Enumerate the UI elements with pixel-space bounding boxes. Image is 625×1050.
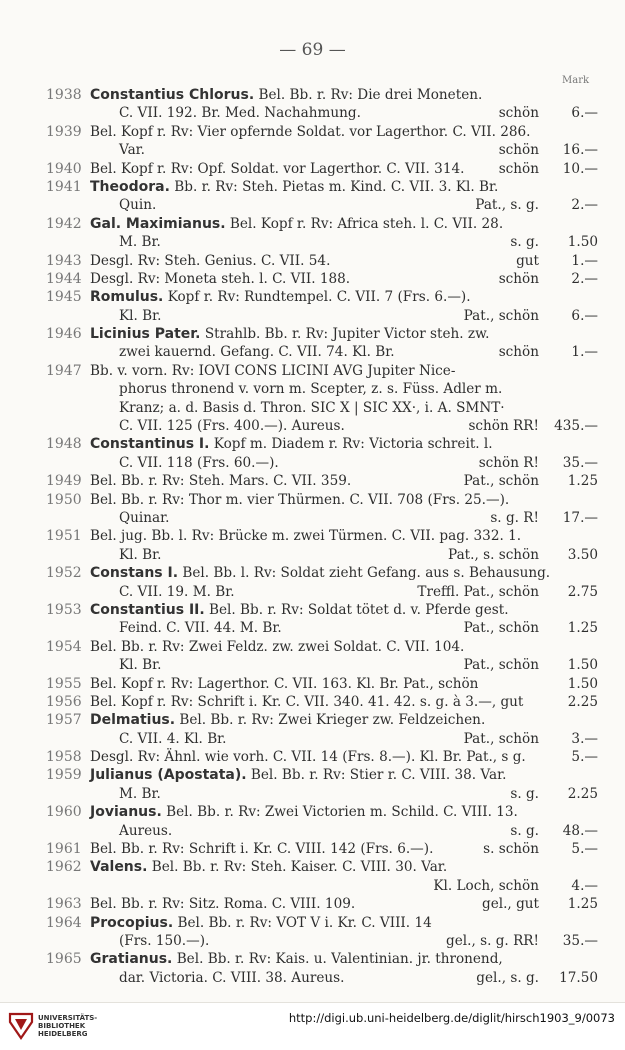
- description-text: Bel. Bb. r. Rv: Stier r. C. VIII. 38. Var.: [246, 767, 507, 784]
- entry-line: [0, 435, 625, 453]
- entry-line: [0, 325, 625, 343]
- entry-line: [0, 252, 625, 270]
- entry-line: [0, 472, 625, 490]
- condition-note: schön: [498, 344, 539, 361]
- condition-note: gel., gut: [482, 896, 539, 913]
- university-library-logo-icon: [6, 1010, 36, 1042]
- entry-line: [0, 895, 625, 913]
- entry-description: [119, 399, 505, 417]
- entry-line: [0, 877, 625, 895]
- entry-number: 1943: [46, 252, 82, 269]
- ruler-name: Delmatius.: [90, 712, 176, 729]
- catalogue-entry: [0, 86, 625, 123]
- catalogue-entry: [0, 270, 625, 288]
- entry-description: [90, 766, 506, 784]
- entry-description: [119, 141, 145, 159]
- price-mark: 1.25: [567, 473, 598, 490]
- logo-line: UNIVERSITÄTS-: [38, 1014, 98, 1022]
- condition-note: s. g. R!: [490, 509, 539, 526]
- price-mark: 2.25: [567, 785, 598, 802]
- entry-line: [0, 656, 625, 674]
- description-text: Aureus.: [119, 822, 173, 839]
- catalogue-entry: [0, 693, 625, 711]
- entry-description: [90, 950, 503, 968]
- entry-number: 1954: [46, 638, 82, 655]
- entry-number: 1955: [46, 675, 82, 692]
- entry-line: [0, 509, 625, 527]
- entry-number: 1942: [46, 215, 82, 232]
- entry-line: [0, 160, 625, 178]
- description-text: Bel. Kopf r. Rv: Opf. Soldat. vor Lagerthor. C. VII. 314.: [90, 160, 465, 177]
- entry-number: 1964: [46, 914, 82, 931]
- description-text: C. VII. 118 (Frs. 60.—).: [119, 454, 279, 471]
- entry-line: [0, 932, 625, 950]
- entry-number: 1962: [46, 859, 82, 876]
- price-mark: 4.—: [571, 877, 598, 894]
- entry-line: [0, 583, 625, 601]
- entry-line: [0, 822, 625, 840]
- entry-description: [90, 270, 350, 288]
- price-mark: 35.—: [562, 454, 598, 471]
- entry-number: 1958: [46, 749, 82, 766]
- entry-line: [0, 546, 625, 564]
- entry-line: [0, 638, 625, 656]
- catalogue-entry: [0, 564, 625, 601]
- entry-line: [0, 215, 625, 233]
- catalogue-entry: [0, 123, 625, 160]
- catalogue-entry: [0, 160, 625, 178]
- condition-note: Pat., s. schön: [448, 546, 539, 563]
- entry-number: 1957: [46, 712, 82, 729]
- entry-description: [90, 564, 550, 582]
- description-text: Bel. Bb. r. Rv: Zwei Feldz. zw. zwei Soldat. C. VII. 104.: [90, 638, 465, 655]
- entry-number: 1956: [46, 693, 82, 710]
- entry-description: [90, 178, 498, 196]
- ruler-name: Theodora.: [90, 178, 170, 195]
- entry-line: [0, 196, 625, 214]
- ruler-name: Constantius II.: [90, 601, 205, 618]
- catalogue-entries: [0, 86, 625, 987]
- entry-description: [119, 619, 282, 637]
- entry-number: 1960: [46, 804, 82, 821]
- condition-note: Pat., schön: [463, 730, 539, 747]
- price-mark: 17.50: [559, 969, 598, 986]
- column-label-mark: Mark: [562, 75, 590, 86]
- entry-line: [0, 730, 625, 748]
- ruler-name: Licinius Pater.: [90, 326, 201, 343]
- condition-note: gel., s. g. RR!: [446, 932, 539, 949]
- entry-description: [119, 546, 161, 564]
- entry-line: [0, 491, 625, 509]
- description-text: Bel. Bb. r. Rv: Die drei Moneten.: [254, 87, 483, 103]
- condition-note: schön: [498, 270, 539, 287]
- entry-description: [90, 914, 432, 932]
- description-text: Bel. Bb. r. Rv: Zwei Victorien m. Schild. C. VIII. 13.: [161, 804, 518, 821]
- description-text: M. Br.: [119, 234, 161, 251]
- entry-number: 1963: [46, 896, 82, 913]
- entry-description: [119, 730, 227, 748]
- ruler-name: Gal. Maximianus.: [90, 215, 226, 232]
- price-mark: 1.—: [571, 344, 598, 361]
- description-text: C. VII. 125 (Frs. 400.—). Aureus.: [119, 418, 345, 435]
- entry-description: [90, 160, 464, 178]
- price-mark: 5.—: [571, 749, 598, 766]
- permalink-url[interactable]: http://digi.ub.uni-heidelberg.de/diglit/hirsch1903_9/0073: [288, 1011, 615, 1025]
- condition-note: Treffl. Pat., schön: [417, 583, 539, 600]
- condition-note: schön: [498, 142, 539, 159]
- description-text: Bb. v. vorn. Rv: IOVI CONS LICINI AVG Jupiter Nice-: [90, 362, 456, 379]
- catalogue-entry: [0, 840, 625, 858]
- description-text: Bel. Bb. r. Rv: Schrift i. Kr. C. VIII. 142 (Frs. 6.—).: [90, 841, 434, 858]
- catalogue-entry: [0, 675, 625, 693]
- entry-line: [0, 86, 625, 104]
- entry-number: 1946: [46, 326, 82, 343]
- entry-description: [119, 932, 209, 950]
- entry-number: 1953: [46, 601, 82, 618]
- catalogue-entry: [0, 895, 625, 913]
- price-mark: 16.—: [562, 142, 598, 159]
- description-text: (Frs. 150.—).: [119, 932, 210, 949]
- entry-description: [90, 840, 433, 858]
- ruler-name: Jovianus.: [90, 804, 162, 821]
- catalogue-entry: [0, 748, 625, 766]
- entry-description: [90, 491, 509, 509]
- entry-line: [0, 748, 625, 766]
- description-text: zwei kauernd. Gefang. C. VII. 74. Kl. Br.: [119, 344, 395, 361]
- catalogue-entry: [0, 362, 625, 436]
- condition-note: Pat., s. g.: [475, 197, 539, 214]
- description-text: Strahlb. Bb. r. Rv: Jupiter Victor steh. zw.: [200, 326, 490, 343]
- entry-line: [0, 693, 625, 711]
- catalogue-entry: [0, 491, 625, 528]
- condition-note: schön RR!: [468, 418, 539, 435]
- entry-line: [0, 104, 625, 122]
- condition-note: schön R!: [478, 454, 539, 471]
- price-mark: 3.—: [571, 730, 598, 747]
- description-text: Desgl. Rv: Ähnl. wie vorh. C. VII. 14 (Frs. 8.—). Kl. Br. Pat., s g.: [90, 749, 526, 766]
- condition-note: Kl. Loch, schön: [433, 877, 539, 894]
- entry-description: [90, 288, 471, 306]
- entry-line: [0, 858, 625, 876]
- price-mark: 5.—: [571, 841, 598, 858]
- ruler-name: Julianus (Apostata).: [90, 767, 247, 784]
- ruler-name: Valens.: [90, 859, 148, 876]
- description-text: Bel. Bb. r. Rv: Sitz. Roma. C. VIII. 109.: [90, 896, 356, 913]
- entry-description: [90, 858, 447, 876]
- catalogue-entry: [0, 638, 625, 675]
- description-text: Kranz; a. d. Basis d. Thron. SIC X | SIC XX·, i. A. SMNT·: [119, 399, 505, 416]
- entry-description: [90, 123, 530, 141]
- entry-description: [119, 233, 161, 251]
- entry-description: [90, 435, 493, 453]
- entry-number: 1959: [46, 767, 82, 784]
- entry-line: [0, 527, 625, 545]
- entry-line: [0, 711, 625, 729]
- entry-line: [0, 785, 625, 803]
- entry-description: [90, 748, 526, 766]
- entry-description: [119, 380, 502, 398]
- entry-description: [119, 822, 172, 840]
- description-text: Kl. Br.: [119, 546, 162, 563]
- description-text: Bel. jug. Bb. l. Rv: Brücke m. zwei Türmen. C. VII. pag. 332. 1.: [90, 528, 522, 545]
- description-text: C. VII. 19. M. Br.: [119, 583, 235, 600]
- entry-number: 1939: [46, 123, 82, 140]
- condition-note: Pat., schön: [463, 307, 539, 324]
- entry-line: [0, 343, 625, 361]
- description-text: Bb. r. Rv: Steh. Pietas m. Kind. C. VII. 3. Kl. Br.: [169, 178, 499, 195]
- description-text: Bel. Bb. r. Rv: VOT V i. Kr. C. VIII. 14: [173, 914, 432, 931]
- entry-description: [90, 675, 478, 693]
- entry-line: [0, 399, 625, 417]
- description-text: Bel. Bb. r. Rv: Soldat tötet d. v. Pferde gest.: [204, 601, 509, 618]
- catalogue-entry: [0, 914, 625, 951]
- entry-description: [90, 325, 489, 343]
- entry-description: [119, 104, 361, 122]
- entry-description: [90, 693, 523, 711]
- entry-number: 1951: [46, 528, 82, 545]
- description-text: Kopf m. Diadem r. Rv: Victoria schreit. l.: [209, 436, 493, 453]
- catalogue-entry: [0, 178, 625, 215]
- entry-line: [0, 969, 625, 987]
- ruler-name: Procopius.: [90, 914, 174, 931]
- ruler-name: Constans I.: [90, 565, 179, 582]
- description-text: Bel. Bb. l. Rv: Soldat zieht Gefang. aus s. Behausung.: [178, 565, 551, 582]
- entry-description: [90, 527, 521, 545]
- entry-description: [119, 509, 169, 527]
- price-mark: 1.50: [567, 657, 598, 674]
- price-mark: 1.25: [567, 620, 598, 637]
- description-text: Bel. Bb. r. Rv: Thor m. vier Thürmen. C. VII. 708 (Frs. 25.—).: [90, 491, 510, 508]
- viewer-footer: [0, 1002, 625, 1050]
- description-text: Bel. Kopf r. Rv: Schrift i. Kr. C. VII. 340. 41. 42. s. g. à 3.—, gut: [90, 693, 524, 710]
- entry-line: [0, 675, 625, 693]
- description-text: M. Br.: [119, 785, 161, 802]
- catalogue-entry: [0, 950, 625, 987]
- condition-note: Pat., schön: [463, 620, 539, 637]
- entry-line: [0, 840, 625, 858]
- catalogue-entry: [0, 435, 625, 472]
- condition-note: schön: [498, 160, 539, 177]
- catalogue-entry: [0, 858, 625, 895]
- condition-note: s. g.: [510, 234, 539, 251]
- description-text: Bel. Kopf r. Rv: Vier opfernde Soldat. vor Lagerthor. C. VII. 286.: [90, 123, 531, 140]
- entry-number: 1945: [46, 289, 82, 306]
- price-mark: 2.75: [567, 583, 598, 600]
- condition-note: schön: [498, 105, 539, 122]
- entry-line: [0, 601, 625, 619]
- description-text: phorus thronend v. vorn m. Scepter, z. s. Füss. Adler m.: [119, 381, 503, 398]
- catalogue-entry: [0, 601, 625, 638]
- entry-description: [90, 711, 485, 729]
- entry-line: [0, 123, 625, 141]
- ruler-name: Romulus.: [90, 289, 164, 306]
- entry-line: [0, 178, 625, 196]
- condition-note: s. g.: [510, 785, 539, 802]
- entry-line: [0, 564, 625, 582]
- entry-description: [90, 215, 503, 233]
- entry-line: [0, 803, 625, 821]
- entry-description: [119, 583, 235, 601]
- entry-line: [0, 619, 625, 637]
- condition-note: Pat., schön: [463, 657, 539, 674]
- price-mark: 2.—: [571, 270, 598, 287]
- price-mark: 48.—: [562, 822, 598, 839]
- entry-number: 1961: [46, 841, 82, 858]
- entry-description: [119, 656, 161, 674]
- price-mark: 3.50: [567, 546, 598, 563]
- catalogue-entry: [0, 766, 625, 803]
- description-text: Quinar.: [119, 509, 170, 526]
- condition-note: s. schön: [483, 841, 539, 858]
- description-text: Bel. Bb. r. Rv: Kais. u. Valentinian. jr. thronend,: [172, 951, 503, 968]
- entry-description: [90, 638, 464, 656]
- catalogue-entry: [0, 803, 625, 840]
- entry-line: [0, 307, 625, 325]
- price-mark: 1.50: [567, 675, 598, 692]
- description-text: Var.: [119, 142, 145, 159]
- description-text: Bel. Bb. r. Rv: Zwei Krieger zw. Feldzeichen.: [175, 712, 486, 729]
- entry-number: 1965: [46, 951, 82, 968]
- catalogue-entry: [0, 325, 625, 362]
- price-mark: 10.—: [562, 160, 598, 177]
- page-number: — 69 —: [279, 40, 346, 60]
- description-text: Bel. Bb. r. Rv: Steh. Kaiser. C. VIII. 30. Var.: [147, 859, 448, 876]
- catalogue-entry: [0, 252, 625, 270]
- entry-line: [0, 950, 625, 968]
- price-mark: 1.25: [567, 896, 598, 913]
- ruler-name: Constantius Chlorus.: [90, 87, 255, 103]
- description-text: Feind. C. VII. 44. M. Br.: [119, 620, 282, 637]
- description-text: Bel. Kopf r. Rv: Lagerthor. C. VII. 163. Kl. Br. Pat., schön: [90, 675, 479, 692]
- entry-description: [90, 601, 509, 619]
- entry-line: [0, 766, 625, 784]
- description-text: Kopf r. Rv: Rundtempel. C. VII. 7 (Frs. 6.—).: [163, 289, 471, 306]
- catalogue-entry: [0, 711, 625, 748]
- description-text: Kl. Br.: [119, 307, 162, 324]
- entry-description: [119, 196, 156, 214]
- entry-number: 1938: [46, 87, 82, 103]
- description-text: Bel. Bb. r. Rv: Steh. Mars. C. VII. 359.: [90, 473, 352, 490]
- entry-description: [119, 969, 344, 987]
- entry-description: [90, 472, 351, 490]
- entry-description: [119, 417, 345, 435]
- entry-line: [0, 417, 625, 435]
- entry-line: [0, 454, 625, 472]
- description-text: Desgl. Rv: Moneta steh. l. C. VII. 188.: [90, 270, 351, 287]
- entry-description: [119, 454, 279, 472]
- entry-number: 1940: [46, 160, 82, 177]
- entry-number: 1950: [46, 491, 82, 508]
- entry-description: [119, 307, 161, 325]
- price-mark: 2.25: [567, 693, 598, 710]
- library-logo-text: [38, 1014, 97, 1038]
- entry-number: 1947: [46, 362, 82, 379]
- logo-line: BIBLIOTHEK: [38, 1022, 86, 1030]
- catalogue-entry: [0, 472, 625, 490]
- entry-description: [90, 895, 355, 913]
- price-mark: 435.—: [554, 418, 598, 435]
- price-mark: 17.—: [562, 509, 598, 526]
- logo-line: HEIDELBERG: [38, 1030, 88, 1038]
- entry-description: [119, 785, 161, 803]
- entry-line: [0, 380, 625, 398]
- description-text: Bel. Kopf r. Rv: Africa steh. l. C. VII. 28.: [225, 215, 504, 232]
- condition-note: gel., s. g.: [476, 969, 539, 986]
- price-mark: 6.—: [571, 307, 598, 324]
- entry-description: [90, 252, 330, 270]
- entry-line: [0, 362, 625, 380]
- catalogue-entry: [0, 527, 625, 564]
- description-text: dar. Victoria. C. VIII. 38. Aureus.: [119, 969, 345, 986]
- entry-line: [0, 914, 625, 932]
- ruler-name: Constantinus I.: [90, 436, 210, 453]
- price-mark: 1.—: [571, 252, 598, 269]
- description-text: C. VII. 4. Kl. Br.: [119, 730, 227, 747]
- entry-description: [90, 803, 518, 821]
- entry-number: 1949: [46, 473, 82, 490]
- price-mark: 1.50: [567, 234, 598, 251]
- description-text: Desgl. Rv: Steh. Genius. C. VII. 54.: [90, 252, 331, 269]
- description-text: Kl. Br.: [119, 657, 162, 674]
- entry-description: [90, 362, 455, 380]
- condition-note: gut: [516, 252, 539, 269]
- entry-description: [119, 343, 395, 361]
- condition-note: Pat., schön: [463, 473, 539, 490]
- entry-line: [0, 288, 625, 306]
- entry-number: 1948: [46, 436, 82, 453]
- ruler-name: Gratianus.: [90, 951, 173, 968]
- price-mark: 35.—: [562, 932, 598, 949]
- entry-number: 1941: [46, 178, 82, 195]
- entry-line: [0, 233, 625, 251]
- price-mark: 2.—: [571, 197, 598, 214]
- entry-description: [90, 86, 482, 104]
- condition-note: s. g.: [510, 822, 539, 839]
- entry-line: [0, 141, 625, 159]
- entry-number: 1944: [46, 270, 82, 287]
- description-text: Quin.: [119, 197, 157, 214]
- catalogue-entry: [0, 288, 625, 325]
- description-text: C. VII. 192. Br. Med. Nachahmung.: [119, 105, 361, 122]
- price-mark: 6.—: [571, 105, 598, 122]
- entry-line: [0, 270, 625, 288]
- entry-number: 1952: [46, 565, 82, 582]
- catalogue-entry: [0, 215, 625, 252]
